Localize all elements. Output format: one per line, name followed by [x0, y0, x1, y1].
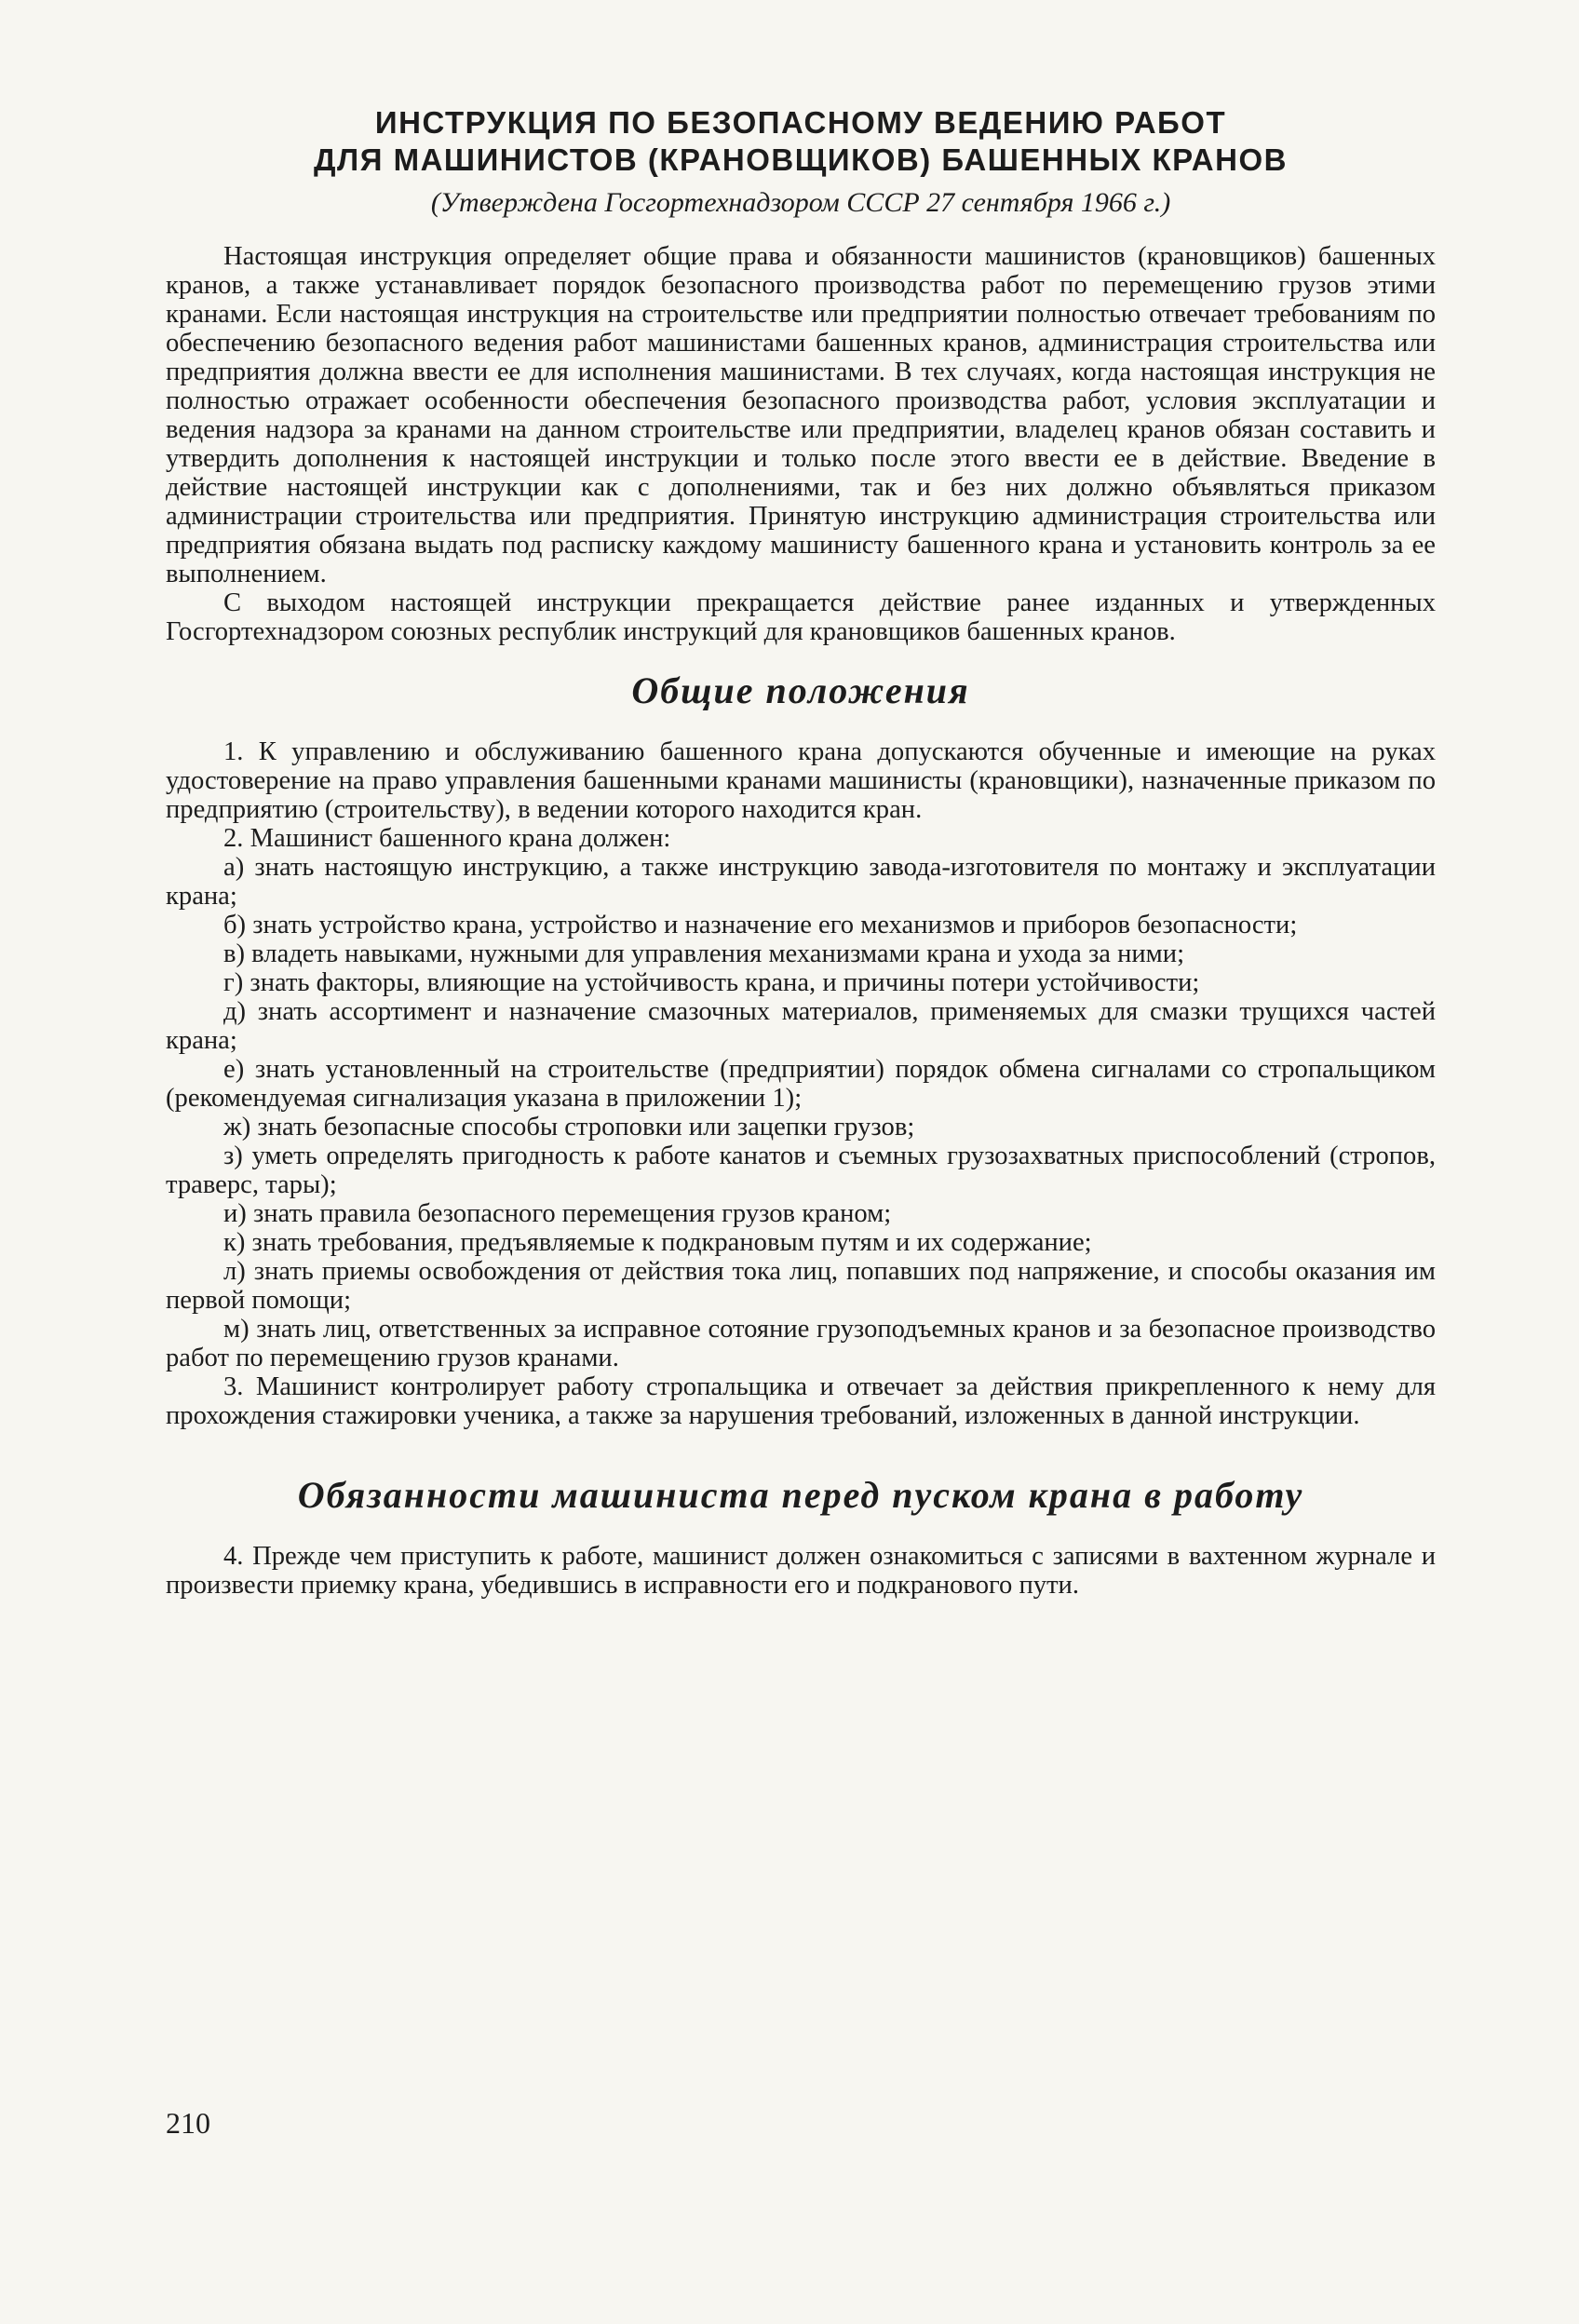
clause-2-item-i: и) знать правила безопасного перемещения грузов краном;	[223, 1199, 892, 1228]
clause-2-item-g: г) знать факторы, влияющие на устойчивость крана, и причины потери устойчивости;	[223, 968, 1200, 997]
clause-2-item-l: л) знать приемы освобождения от действия тока лиц, попавших под напряжение, и способы оказания им первой помощи;	[166, 1257, 1436, 1315]
document-title	[166, 104, 1436, 179]
clause-2-item-a: а) знать настоящую инструкцию, а также инструкцию завода-изготовителя по монтажу и эксплуатации крана;	[166, 853, 1436, 911]
intro-paragraph: Настоящая инструкция определяет общие права и обязанности машинистов (крановщиков) башенных кранов, а также устанавливает порядок безопасного производства работ по перемещению грузов этими кранами. Если настоящая инструкция на строительстве или предприятии полностью отвечает требованиям по обеспечению безопасного ведения работ машинистами башенных кранов, администрация строительства или предприятия должна ввести ее для исполнения машинистами. В тех случаях, когда настоящая инструкция не полностью отражает особенности обеспечения безопасного производства работ, условия эксплуатации и ведения надзора за кранами на данном строительстве или предприятии, владелец кранов обязан составить и утвердить дополнения к настоящей инструкции и только после этого ввести ее в действие. Введение в действие настоящей инструкции как с дополнениями, так и без них должно объявляться приказом администрации строительства или предприятия. Принятую инструкцию администрация строительства или предприятия обязана выдать под расписку каждому машинисту башенного крана и установить контроль за ее выполнением.	[166, 242, 1436, 588]
clause-2-item-v: в) владеть навыками, нужными для управления механизмами крана и ухода за ними;	[223, 939, 1185, 968]
clause-1: 1. К управлению и обслуживанию башенного крана допускаются обученные и имеющие на руках удостоверение на право управления башенными кранами машинисты (крановщики), назначенные приказом по предприятию (строительству), в ведении которого находится кран.	[166, 737, 1436, 824]
section-heading-general: Общие положения	[631, 669, 970, 711]
clause-2-item-m: м) знать лиц, ответственных за исправное сотояние грузоподъемных кранов и за безопасное производство работ по перемещению грузов кранами.	[166, 1315, 1436, 1372]
intro-paragraph: С выходом настоящей инструкции прекращается действие ранее изданных и утвержденных Госгортехнадзором союзных республик инструкций для крановщиков башенных кранов.	[166, 588, 1436, 646]
title-line-2: ДЛЯ МАШИНИСТОВ (КРАНОВЩИКОВ) БАШЕННЫХ КРАНОВ	[314, 142, 1288, 177]
clause-4: 4. Прежде чем приступить к работе, машинист должен ознакомиться с записями в вахтенном журнале и произвести приемку крана, убедившись в исправности его и подкранового пути.	[166, 1542, 1436, 1600]
clause-3: 3. Машинист контролирует работу стропальщика и отвечает за действия прикрепленного к нему для прохождения стажировки ученика, а также за нарушения требований, изложенных в данной инструкции.	[166, 1372, 1436, 1430]
title-line-1: ИНСТРУКЦИЯ ПО БЕЗОПАСНОМУ ВЕДЕНИЮ РАБОТ	[374, 105, 1227, 140]
clause-2: 2. Машинист башенного крана должен:	[223, 824, 671, 853]
clause-2-item-zh: ж) знать безопасные способы строповки или зацепки грузов;	[223, 1113, 915, 1142]
clause-2-item-d: д) знать ассортимент и назначение смазочных материалов, применяемых для смазки трущихся частей крана;	[166, 997, 1436, 1055]
clause-2-item-e: е) знать установленный на строительстве (предприятии) порядок обмена сигналами со стропальщиком (рекомендуемая сигнализация указана в приложении 1);	[166, 1055, 1436, 1113]
text-column	[166, 104, 1436, 1600]
clause-2-item-k: к) знать требования, предъявляемые к подкрановым путям и их содержание;	[223, 1228, 1092, 1257]
approval-note: (Утверждена Госгортехнадзором СССР 27 сентября 1966 г.)	[430, 187, 1171, 218]
page-number: 210	[166, 2106, 210, 2140]
clause-2-item-z: з) уметь определять пригодность к работе канатов и съемных грузозахватных приспособлений (стропов, траверс, тары);	[166, 1142, 1436, 1199]
clause-2-item-b: б) знать устройство крана, устройство и назначение его механизмов и приборов безопасности;	[223, 911, 1298, 939]
section-heading-duties: Обязанности машиниста перед пуском крана в работу	[297, 1474, 1304, 1516]
